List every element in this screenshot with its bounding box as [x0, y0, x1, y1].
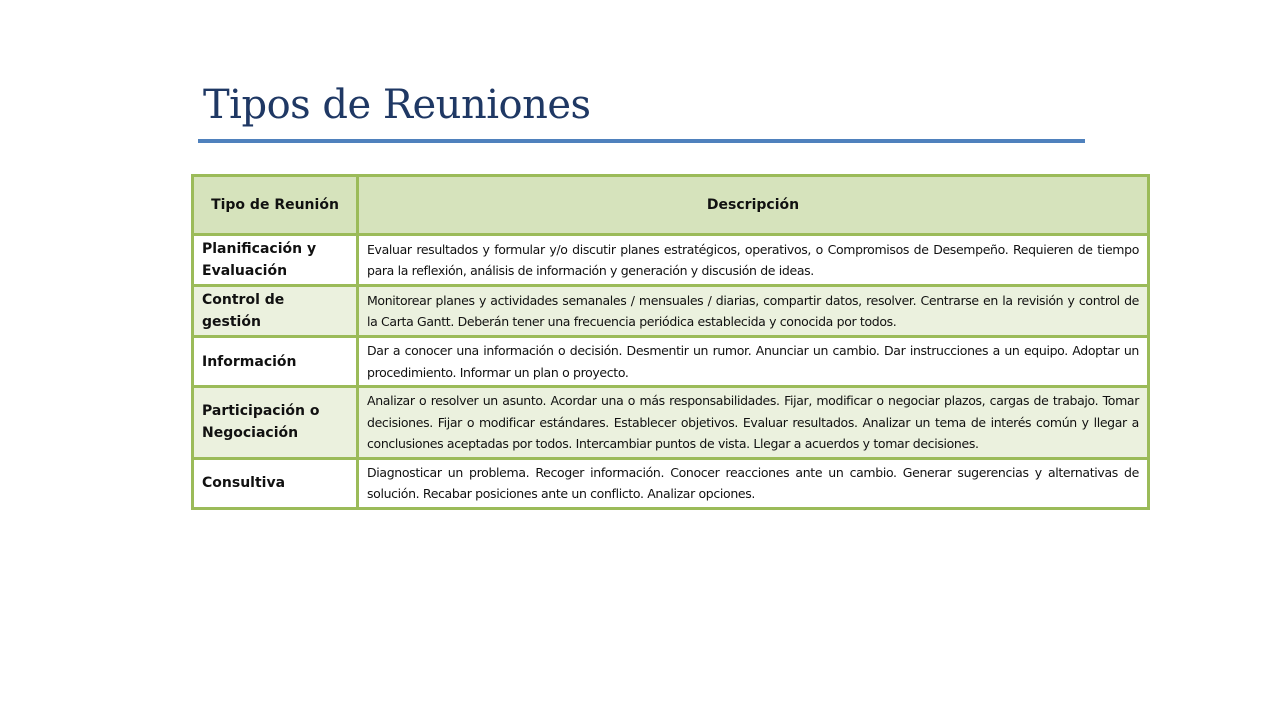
- table-row: [193, 337, 1149, 387]
- header-description: Descripción: [358, 176, 1149, 235]
- row-description: Diagnosticar un problema. Recoger información. Conocer reacciones ante un cambio. Generar sugerencias y alternativas de solución. Recabar posiciones ante un conflicto. Analizar opciones.: [358, 458, 1149, 508]
- table-header-row: [193, 176, 1149, 235]
- page-title: Tipos de Reuniones: [203, 82, 591, 128]
- table-row: [193, 286, 1149, 337]
- row-type: Consultiva: [193, 458, 358, 508]
- row-type: Control de gestión: [193, 286, 358, 337]
- table-row: [193, 235, 1149, 286]
- table-row: [193, 387, 1149, 459]
- row-description: Analizar o resolver un asunto. Acordar una o más responsabilidades. Fijar, modificar o negociar plazos, cargas de trabajo. Tomar decisiones. Fijar o modificar estándares. Establecer objetivos. Evaluar resultados. Analizar un tema de interés común y llegar a conclusiones aceptadas por todos. Intercambiar puntos de vista. Llegar a acuerdos y tomar decisiones.: [358, 387, 1149, 459]
- row-type: Participación o Negociación: [193, 387, 358, 459]
- meeting-types-table: [191, 174, 1150, 510]
- row-description: Monitorear planes y actividades semanales / mensuales / diarias, compartir datos, resolver. Centrarse en la revisión y control de la Carta Gantt. Deberán tener una frecuencia periódica establecida y conocida por todos.: [358, 286, 1149, 337]
- row-type: Planificación y Evaluación: [193, 235, 358, 286]
- row-description: Evaluar resultados y formular y/o discutir planes estratégicos, operativos, o Compromisos de Desempeño. Requieren de tiempo para la reflexión, análisis de información y generación y discusión de ideas.: [358, 235, 1149, 286]
- title-underline: [198, 139, 1085, 143]
- header-type: Tipo de Reunión: [193, 176, 358, 235]
- row-type: Información: [193, 337, 358, 387]
- row-description: Dar a conocer una información o decisión. Desmentir un rumor. Anunciar un cambio. Dar instrucciones a un equipo. Adoptar un procedimiento. Informar un plan o proyecto.: [358, 337, 1149, 387]
- table-row: [193, 458, 1149, 508]
